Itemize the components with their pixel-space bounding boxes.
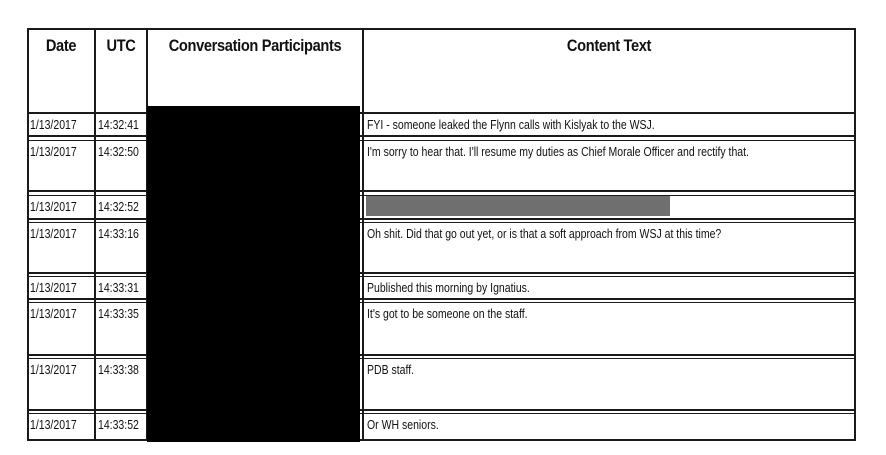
row-8-date: 1/13/2017 [30,418,77,432]
table-border-left [27,28,29,441]
row-6-utc: 14:33:35 [98,307,139,321]
row-8-content: Or WH seniors. [367,418,439,432]
row-8-utc: 14:33:52 [98,418,139,432]
row-4-content: Oh shit. Did that go out yet, or is that a soft approach from WSJ at this time? [367,227,722,241]
table-border-top [27,28,856,30]
participants-redaction-block [147,106,360,442]
row-5-date: 1/13/2017 [30,281,77,295]
row-1-date: 1/13/2017 [30,118,77,132]
row-1-content: FYI - someone leaked the Flynn calls with Kislyak to the WSJ. [367,118,655,132]
row-4-date: 1/13/2017 [30,227,77,241]
row-2-utc: 14:32:50 [98,145,139,159]
content-redaction-block [366,196,670,216]
row-7-content: PDB staff. [367,363,415,377]
row-7-utc: 14:33:38 [98,363,139,377]
header-date: Date [45,36,77,55]
row-7-date: 1/13/2017 [30,363,77,377]
table-border-right [854,28,856,441]
table-divider-participants-content [362,28,364,441]
row-3-date: 1/13/2017 [30,200,77,214]
row-2-date: 1/13/2017 [30,145,77,159]
row-5-content: Published this morning by Ignatius. [367,281,530,295]
row-6-date: 1/13/2017 [30,307,77,321]
header-utc: UTC [106,36,136,55]
row-6-content: It's got to be someone on the staff. [367,307,528,321]
table-divider-date-utc [94,28,96,441]
row-4-utc: 14:33:16 [98,227,139,241]
row-3-utc: 14:32:52 [98,200,139,214]
row-2-content: I'm sorry to hear that. I'll resume my duties as Chief Morale Officer and rectify that. [367,145,749,159]
header-participants: Conversation Participants [168,36,342,55]
row-1-utc: 14:32:41 [98,118,139,132]
row-5-utc: 14:33:31 [98,281,139,295]
header-content: Content Text [566,36,652,55]
